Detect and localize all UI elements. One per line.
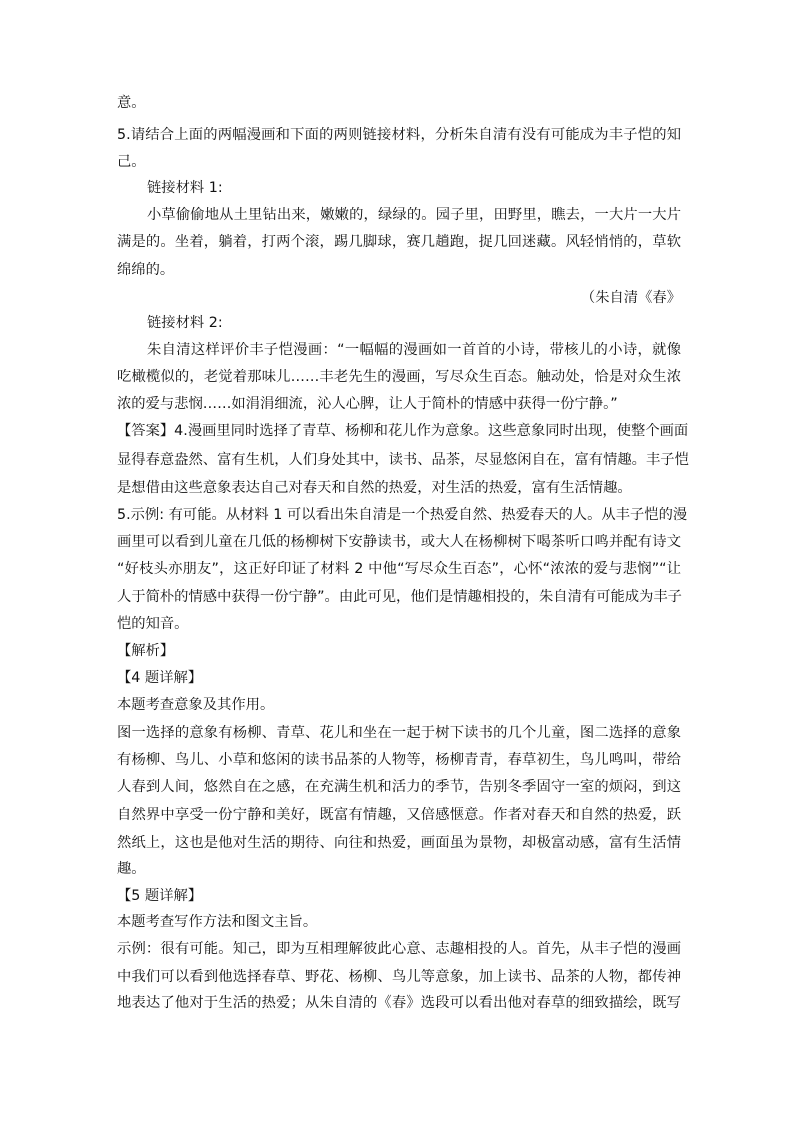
text-line: 地表达了他对于生活的热爱；从朱自清的《春》选段可以看出他对春草的细致描绘，既写 bbox=[117, 995, 681, 1011]
text-line: 链接材料 1: bbox=[147, 180, 223, 196]
text-line: 链接材料 2: bbox=[147, 315, 223, 331]
text-line: 画里可以看到儿童在几低的杨柳树下安静读书，或大人在杨柳树下喝茶听口鸣并配有诗文 bbox=[117, 534, 681, 550]
text-line: 小草偷偷地从土里钻出来，嫩嫩的，绿绿的。园子里，田野里，瞧去，一大片一大片 bbox=[147, 207, 681, 223]
text-line: 人于简朴的情感中获得一份宁静”。由此可见，他们是情趣相投的，朱自清有可能成为丰子 bbox=[117, 589, 682, 605]
text-line: 朱自清这样评价丰子恺漫画：“一幅幅的漫画如一首首的小诗，带核儿的小诗，就像 bbox=[147, 342, 681, 358]
text-line: 中我们可以看到他选择春草、野花、杨柳、鸟儿等意象，加上读书、品茶的人物，都传神 bbox=[117, 969, 681, 985]
text-line: 本题考查意象及其作用。 bbox=[117, 697, 275, 713]
text-line: 【解析】 bbox=[117, 643, 175, 659]
text-line: 有杨柳、鸟儿、小草和悠闲的读书品茶的人物等，杨柳青青，春草初生，鸟儿鸣叫，带给 bbox=[117, 752, 681, 768]
text-line: 5.示例: 有可能。从材料 1 可以看出朱自清是一个热爱自然、热爱春天的人。从丰子恺的漫 bbox=[117, 507, 688, 523]
text-line: 显得春意盎然、富有生机，人们身处其中，读书、品茶，尽显悠闲自在，富有情趣。丰子恺 bbox=[117, 452, 689, 468]
text-line: 己。 bbox=[117, 154, 146, 170]
text-line: 意。 bbox=[117, 95, 146, 111]
text-line: 是想借由这些意象表达自己对春天和自然的热爱，对生活的热爱，富有生活情趣。 bbox=[117, 480, 632, 496]
text-line: 然纸上，这也是他对生活的期待、向往和热爱，画面虽为景物，却极富动感，富有生活情 bbox=[117, 835, 681, 851]
text-line: 恺的知音。 bbox=[117, 616, 189, 632]
text-line: 吃橄榄似的，老觉着那味儿……丰老先生的漫画，写尽众生百态。触动处，恰是对众生浓 bbox=[117, 369, 681, 385]
text-line: “好枝头亦朋友”，这正好印证了材料 2 中他“写尽众生百态”，心怀“浓浓的爱与悲悯”“让 bbox=[117, 561, 681, 577]
text-line: 示例：很有可能。知己，即为互相理解彼此心意、志趣相投的人。首先，从丰子恺的漫画 bbox=[117, 941, 681, 957]
text-line: 绵绵的。 bbox=[117, 262, 175, 278]
text-line: 图一选择的意象有杨柳、青草、花儿和坐在一起于树下读书的几个儿童，图二选择的意象 bbox=[117, 725, 681, 741]
text-line: 自然界中享受一份宁静和美好，既富有情趣，又倍感惬意。作者对春天和自然的热爱，跃 bbox=[117, 807, 681, 823]
text-line: 趣。 bbox=[117, 861, 146, 877]
text-line: （朱自清《春》 bbox=[580, 290, 681, 306]
text-line: 满是的。坐着，躺着，打两个滚，踢几脚球，赛几趟跑，捉几回迷藏。风轻悄悄的，草软 bbox=[117, 234, 681, 250]
text-line: 【4 题详解】 bbox=[117, 670, 203, 686]
text-line: 人春到人间，悠然自在之感，在充满生机和活力的季节，告别冬季固守一室的烦闷，到这 bbox=[117, 779, 681, 795]
text-line: 【5 题详解】 bbox=[117, 888, 203, 904]
text-line: 本题考查写作方法和图文主旨。 bbox=[117, 914, 318, 930]
text-line: 【答案】4.漫画里同时选择了青草、杨柳和花儿作为意象。这些意象同时出现，使整个画面 bbox=[117, 423, 689, 439]
text-line: 浓的爱与悲悯……如涓涓细流，沁人心脾，让人于简朴的情感中获得一份宁静。” bbox=[117, 396, 618, 412]
text-line: 5.请结合上面的两幅漫画和下面的两则链接材料，分析朱自清有没有可能成为丰子恺的知 bbox=[117, 127, 681, 143]
